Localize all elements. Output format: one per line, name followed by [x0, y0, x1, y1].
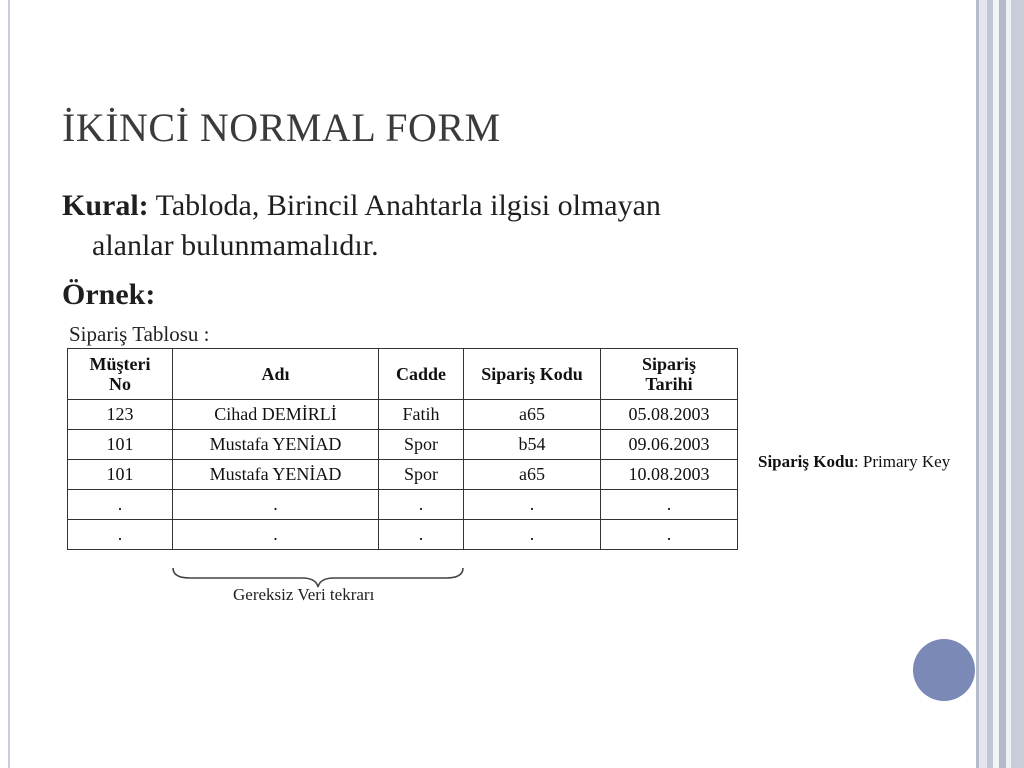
header-order-date: Sipariş Tarihi: [601, 349, 738, 400]
cell-customer-no: 101: [68, 460, 173, 490]
rule-text-line-2: alanlar bulunmamalıdır.: [92, 229, 379, 262]
cell-name: Mustafa YENİAD: [173, 460, 379, 490]
table-row: [68, 430, 738, 460]
cell-name: Cihad DEMİRLİ: [173, 400, 379, 430]
decorative-circle: [913, 639, 975, 701]
header-name: Adı: [173, 349, 379, 400]
primary-key-text: : Primary Key: [853, 452, 951, 471]
cell-order-date: 10.08.2003: [601, 460, 738, 490]
cell-customer-no: .: [68, 520, 173, 550]
table-header-row: [68, 349, 738, 400]
rule-text-line-1: Tabloda, Birincil Anahtarla ilgisi olmayan: [155, 189, 661, 222]
table-caption: Sipariş Tablosu :: [69, 322, 210, 346]
table-row: [68, 520, 738, 550]
table-row: [68, 490, 738, 520]
cell-customer-no: .: [68, 490, 173, 520]
example-label: Örnek:: [62, 278, 156, 311]
cell-order-code: a65: [464, 400, 601, 430]
cell-order-code: .: [464, 520, 601, 550]
primary-key-label: Sipariş Kodu: [758, 452, 854, 471]
left-border-line: [8, 0, 10, 768]
cell-order-code: b54: [464, 430, 601, 460]
table-row: [68, 460, 738, 490]
cell-customer-no: 101: [68, 430, 173, 460]
cell-name: .: [173, 490, 379, 520]
cell-street: Spor: [379, 430, 464, 460]
cell-street: .: [379, 490, 464, 520]
brace-label: Gereksiz Veri tekrarı: [233, 585, 375, 604]
cell-street: Fatih: [379, 400, 464, 430]
right-decorative-stripes: [976, 0, 1024, 768]
primary-key-note: [758, 452, 950, 472]
cell-order-code: .: [464, 490, 601, 520]
cell-customer-no: 123: [68, 400, 173, 430]
cell-order-date: .: [601, 520, 738, 550]
cell-name: .: [173, 520, 379, 550]
cell-name: Mustafa YENİAD: [173, 430, 379, 460]
cell-order-date: .: [601, 490, 738, 520]
cell-street: Spor: [379, 460, 464, 490]
header-customer-no: Müşteri No: [68, 349, 173, 400]
cell-order-date: 09.06.2003: [601, 430, 738, 460]
cell-street: .: [379, 520, 464, 550]
header-street: Cadde: [379, 349, 464, 400]
cell-order-code: a65: [464, 460, 601, 490]
rule-paragraph: [62, 186, 862, 266]
header-order-code: Sipariş Kodu: [464, 349, 601, 400]
order-table: [67, 348, 738, 550]
table-row: [68, 400, 738, 430]
rule-label: Kural:: [62, 189, 149, 222]
slide-title: İKİNCİ NORMAL FORM: [62, 105, 501, 150]
cell-order-date: 05.08.2003: [601, 400, 738, 430]
